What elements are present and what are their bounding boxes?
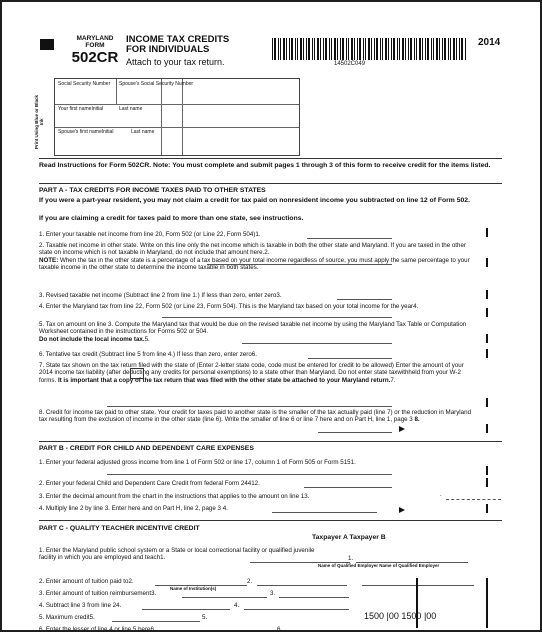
part-a-line-3: 3. Revised taxable net income (Subtract line 2 from line 1.) If less than zero, enter zero3. [39, 292, 282, 299]
part-b-title: PART B - CREDIT FOR CHILD AND DEPENDENT CARE EXPENSES [39, 445, 254, 452]
employer-a-caption: Name of Qualified Employer [318, 563, 379, 568]
max-credit-values: 1500 |00 1500 |00 [364, 611, 437, 621]
amount-marker [486, 424, 488, 433]
part-a-line-4-input[interactable] [162, 317, 392, 318]
part-b-line-2: 2. Enter your federal Child and Dependent Care Credit from federal Form 24412. [39, 480, 260, 487]
last-name-field[interactable]: Last name [119, 106, 143, 112]
taxpayer-columns [312, 534, 386, 541]
part-c-line-3-input-b[interactable] [279, 597, 349, 598]
part-a-line-2: 2. Taxable net income in other state. Write on this line only the net income which is taxable in both the other state and Maryland. If you are taxed in the other state on income which is not taxable in Maryland, do not include that amount here.2. NOTE: When the tax in the other state is a percentage of a tax based on your total income regardless of source, you must apply the same percentage to your taxable income in the other state to determine the income taxable in both states. [39, 242, 470, 271]
part-c-line-2: 2. Enter amount of tuition paid to2. [39, 578, 134, 585]
part-b-line-4-input[interactable] [272, 512, 377, 513]
taxpayer-id-box [54, 78, 300, 156]
first-name-field[interactable]: Your first nameInitial [58, 106, 104, 112]
barcode-number: 14502C049 [334, 61, 366, 67]
part-a-line-1-input[interactable] [307, 238, 392, 239]
ink-instruction: Print Using Blue or Black Ink [34, 95, 44, 150]
amount-marker [486, 228, 488, 237]
form-number: 502CR [71, 49, 119, 66]
employer-captions [318, 563, 439, 568]
taxpayer-a-header: Taxpayer A [312, 534, 348, 541]
tax-year: 2014 [478, 37, 501, 48]
instructions-text: Read Instructions for Form 502CR. Note: You must complete and submit pages 1 through 3 of this form to receive credit for the items listed. [39, 162, 491, 169]
amount-marker [486, 578, 488, 628]
part-c-line-6-ref-b: 6. [277, 626, 283, 632]
part-b-line-3-input[interactable] [446, 499, 501, 500]
part-a-line-7-input[interactable] [107, 406, 392, 407]
part-a-line-6: 6. Tentative tax credit (Subtract line 5 from line 4.) If less than zero, enter zero6. [39, 351, 257, 358]
part-a-line-5: 5. Tax on amount on line 3. Compute the Maryland tax that would be due on the revised taxable net income by using the Maryland Tax Table or Computation Worksheet contained in the instructions for Forms 502 or 504. Do not include the local income tax.5. [39, 321, 467, 343]
form-title: INCOME TAX CREDITS FOR INDIVIDUALS [126, 34, 230, 55]
part-a-intro: If you were a part-year resident, you may not claim a credit for tax paid on nonresident income you subtracted on line 12 of Form 502. [39, 197, 470, 204]
part-c-line-2-input-a[interactable] [257, 585, 347, 586]
part-c-line-4-ref-b: 4. [234, 602, 240, 609]
part-c-line-2-input-b[interactable] [362, 585, 474, 586]
part-a-line-4: 4. Enter the Maryland tax from line 22, Form 502 (or Line 23, Form 504). This is the Maryland tax based on your total income for the year4. [39, 303, 419, 310]
part-a-line-5-input[interactable] [242, 343, 392, 344]
amount-marker [486, 504, 488, 513]
part-b-line-3: 3. Enter the decimal amount from the chart in the instructions that applies to the amount on line 13. [39, 493, 310, 500]
institution-caption: Name of Institution(s) [170, 586, 217, 591]
barcode-image [272, 38, 468, 60]
amount-marker [486, 466, 488, 475]
part-b-line-2-input[interactable] [304, 487, 392, 488]
part-a-intro-2: If you are claiming a credit for taxes paid to more than one state, see instructions. [39, 215, 304, 222]
part-a-line-6-input[interactable] [308, 358, 392, 359]
employer-b-caption: Name of Qualified Employer [379, 563, 440, 568]
part-c-line-6: 6. Enter the lesser of line 4 or line 5 here6. [39, 626, 156, 632]
state-code-box[interactable] [130, 368, 144, 379]
part-a-line-1: 1. Enter your taxable net income from line 20, Form 502 (or Line 22, Form 504)1. [39, 231, 261, 238]
corner-mark [40, 39, 54, 50]
amount-marker [486, 398, 488, 407]
amount-marker [486, 349, 488, 358]
part-c-line-5-ref-b: 5. [202, 614, 208, 621]
part-c-line-1: 1. Enter the Maryland public school system or a State or local correctional facility or qualified juvenile facility in which you are employed and teach1. [39, 547, 315, 562]
part-c-line-1-ref-b: 1. [348, 555, 354, 562]
part-c-title: PART C - QUALITY TEACHER INCENTIVE CREDIT [39, 525, 200, 532]
part-c-line-4-input-b[interactable] [244, 609, 349, 610]
part-c-line-2-ref-a: 2. [247, 578, 253, 585]
amount-marker [486, 258, 488, 267]
arrow-right-icon [399, 507, 405, 513]
spouse-first-name-field[interactable]: Spouse's first nameInitial [58, 129, 114, 135]
ssn-field[interactable]: Social Security Number [58, 81, 111, 87]
part-c-line-3: 3. Enter amount of tuition reimbursement3. [39, 590, 157, 597]
part-a-line-8-input[interactable] [318, 432, 392, 433]
taxpayer-b-header: Taxpayer B [349, 534, 386, 541]
part-a-line-7: 7. State tax shown on the tax return filed with the state of (Enter 2-letter state code, code must be entered for credit to be allowed) Enter the amount of your 2014 income tax liability (after deducting any credits for personal exemptions) to a state other than Maryland. Do not enter state taxwithheld from your W-2 forms. It is important that a copy of the tax return that was filed with the other state be attached to your Maryland return.7. [39, 362, 464, 384]
part-c-line-3-ref-b: 3. [270, 590, 276, 597]
decimal-point: . [440, 491, 442, 498]
amount-marker [416, 578, 418, 628]
part-b-line-1: 1. Enter your federal adjusted gross income from line 1 of Form 502 or line 17, column 1 of Form 505 or Form 5151. [39, 459, 356, 466]
part-c-line-5: 5. Maximum credit5. [39, 614, 95, 621]
spouse-ssn-field[interactable]: Spouse's Social Security Number [119, 81, 194, 87]
part-c-line-4: 4. Subtract line 3 from line 24. [39, 602, 122, 609]
state-name: MARYLAND FORM [76, 35, 114, 49]
amount-marker [486, 334, 488, 343]
part-c-line-5-input-a[interactable] [112, 621, 200, 622]
spouse-last-name-field[interactable]: Last name [131, 129, 155, 135]
part-c-line-3-input-a[interactable] [182, 597, 267, 598]
arrow-right-icon [399, 426, 405, 432]
part-a-line-3-input[interactable] [337, 299, 392, 300]
part-b-line-4: 4. Multiply line 2 by line 3. Enter here and on Part H, line 2, page 3 4. [39, 505, 228, 512]
part-a-line-8: 8. Credit for income tax paid to other state. Your credit for taxes paid to another state is the smaller of the tax actually paid (line 7) or the reduction in Maryland tax resulting from the exclusion of income in the other state (line 6). Write the smaller of line 6 or line 7 here and on Part H, line 1, page 3 8. [39, 409, 472, 424]
part-a-title: PART A - TAX CREDITS FOR INCOME TAXES PAID TO OTHER STATES [39, 187, 266, 194]
part-c-line-4-input-a[interactable] [142, 609, 230, 610]
amount-marker [486, 478, 488, 487]
form-subtitle: Attach to your tax return. [126, 57, 225, 67]
amount-marker [486, 290, 488, 299]
part-a-line-2-input[interactable] [207, 264, 392, 265]
amount-marker [486, 308, 488, 317]
part-b-line-1-input[interactable] [107, 474, 392, 475]
